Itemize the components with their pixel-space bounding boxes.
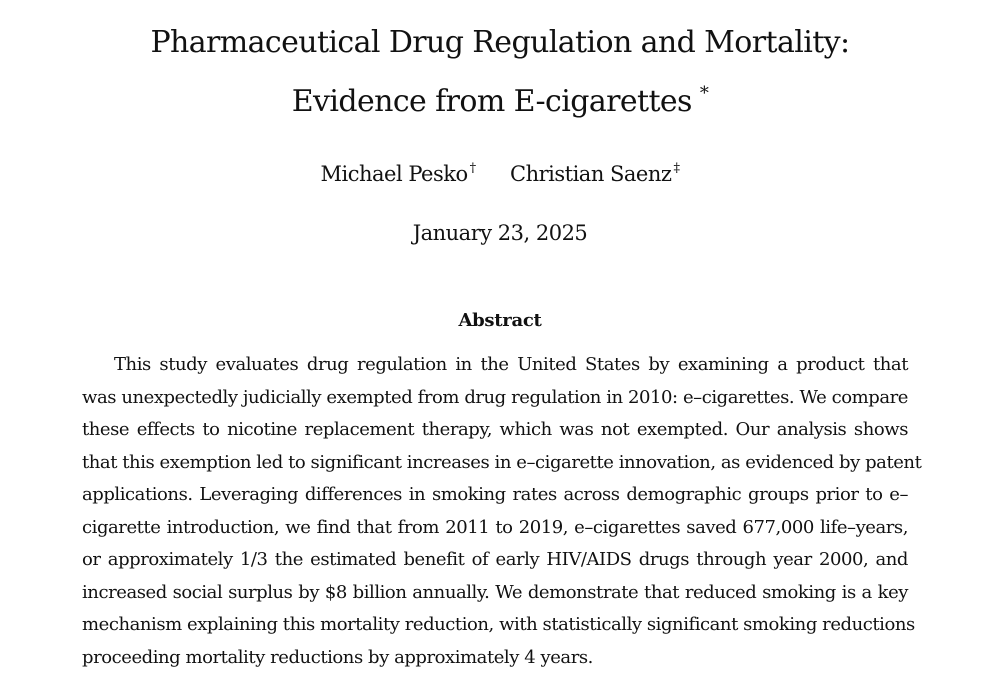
abstract-line: increased social surplus by $8 billion annually. We demonstrate that reduced smoking is a key bbox=[82, 581, 908, 603]
abstract-line: these effects to nicotine replacement therapy, which was not exempted. Our analysis shows bbox=[82, 419, 908, 440]
abstract-line: that this exemption led to significant increases in e–cigarette innovation, as evidenced by patent bbox=[82, 451, 922, 473]
abstract-heading: Abstract bbox=[458, 310, 542, 331]
paper-title-line-1 bbox=[0, 25, 1000, 60]
author-name: Michael Pesko bbox=[320, 162, 468, 186]
author-list bbox=[0, 161, 1000, 186]
abstract-line: This study evaluates drug regulation in the United States by examining a product that bbox=[114, 354, 908, 375]
author-footnote-mark[interactable]: † bbox=[469, 161, 476, 176]
abstract-line: proceeding mortality reductions by approximately 4 years. bbox=[82, 646, 593, 668]
abstract-line: applications. Leveraging differences in smoking rates across demographic groups prior to e– bbox=[82, 484, 908, 505]
paper-title-line-2 bbox=[0, 83, 1000, 119]
abstract-line: cigarette introduction, we find that from 2011 to 2019, e–cigarettes saved 677,000 life–years, bbox=[82, 516, 908, 538]
author-footnote-mark[interactable]: ‡ bbox=[673, 161, 680, 176]
abstract-line: was unexpectedly judicially exempted from drug regulation in 2010: e–cigarettes. We compare bbox=[82, 386, 908, 408]
author-name: Christian Saenz bbox=[510, 162, 672, 186]
publication-date: January 23, 2025 bbox=[412, 221, 588, 245]
paper-title-line-2-text: Evidence from E-cigarettes bbox=[291, 84, 692, 119]
title-footnote-mark[interactable]: * bbox=[699, 83, 709, 104]
abstract-line: mechanism explaining this mortality reduction, with statistically significant smoking reductions bbox=[82, 614, 915, 635]
abstract-line: or approximately 1/3 the estimated benefit of early HIV/AIDS drugs through year 2000, and bbox=[82, 549, 908, 570]
paper-title-line-1-text: Pharmaceutical Drug Regulation and Mortality: bbox=[150, 25, 850, 60]
